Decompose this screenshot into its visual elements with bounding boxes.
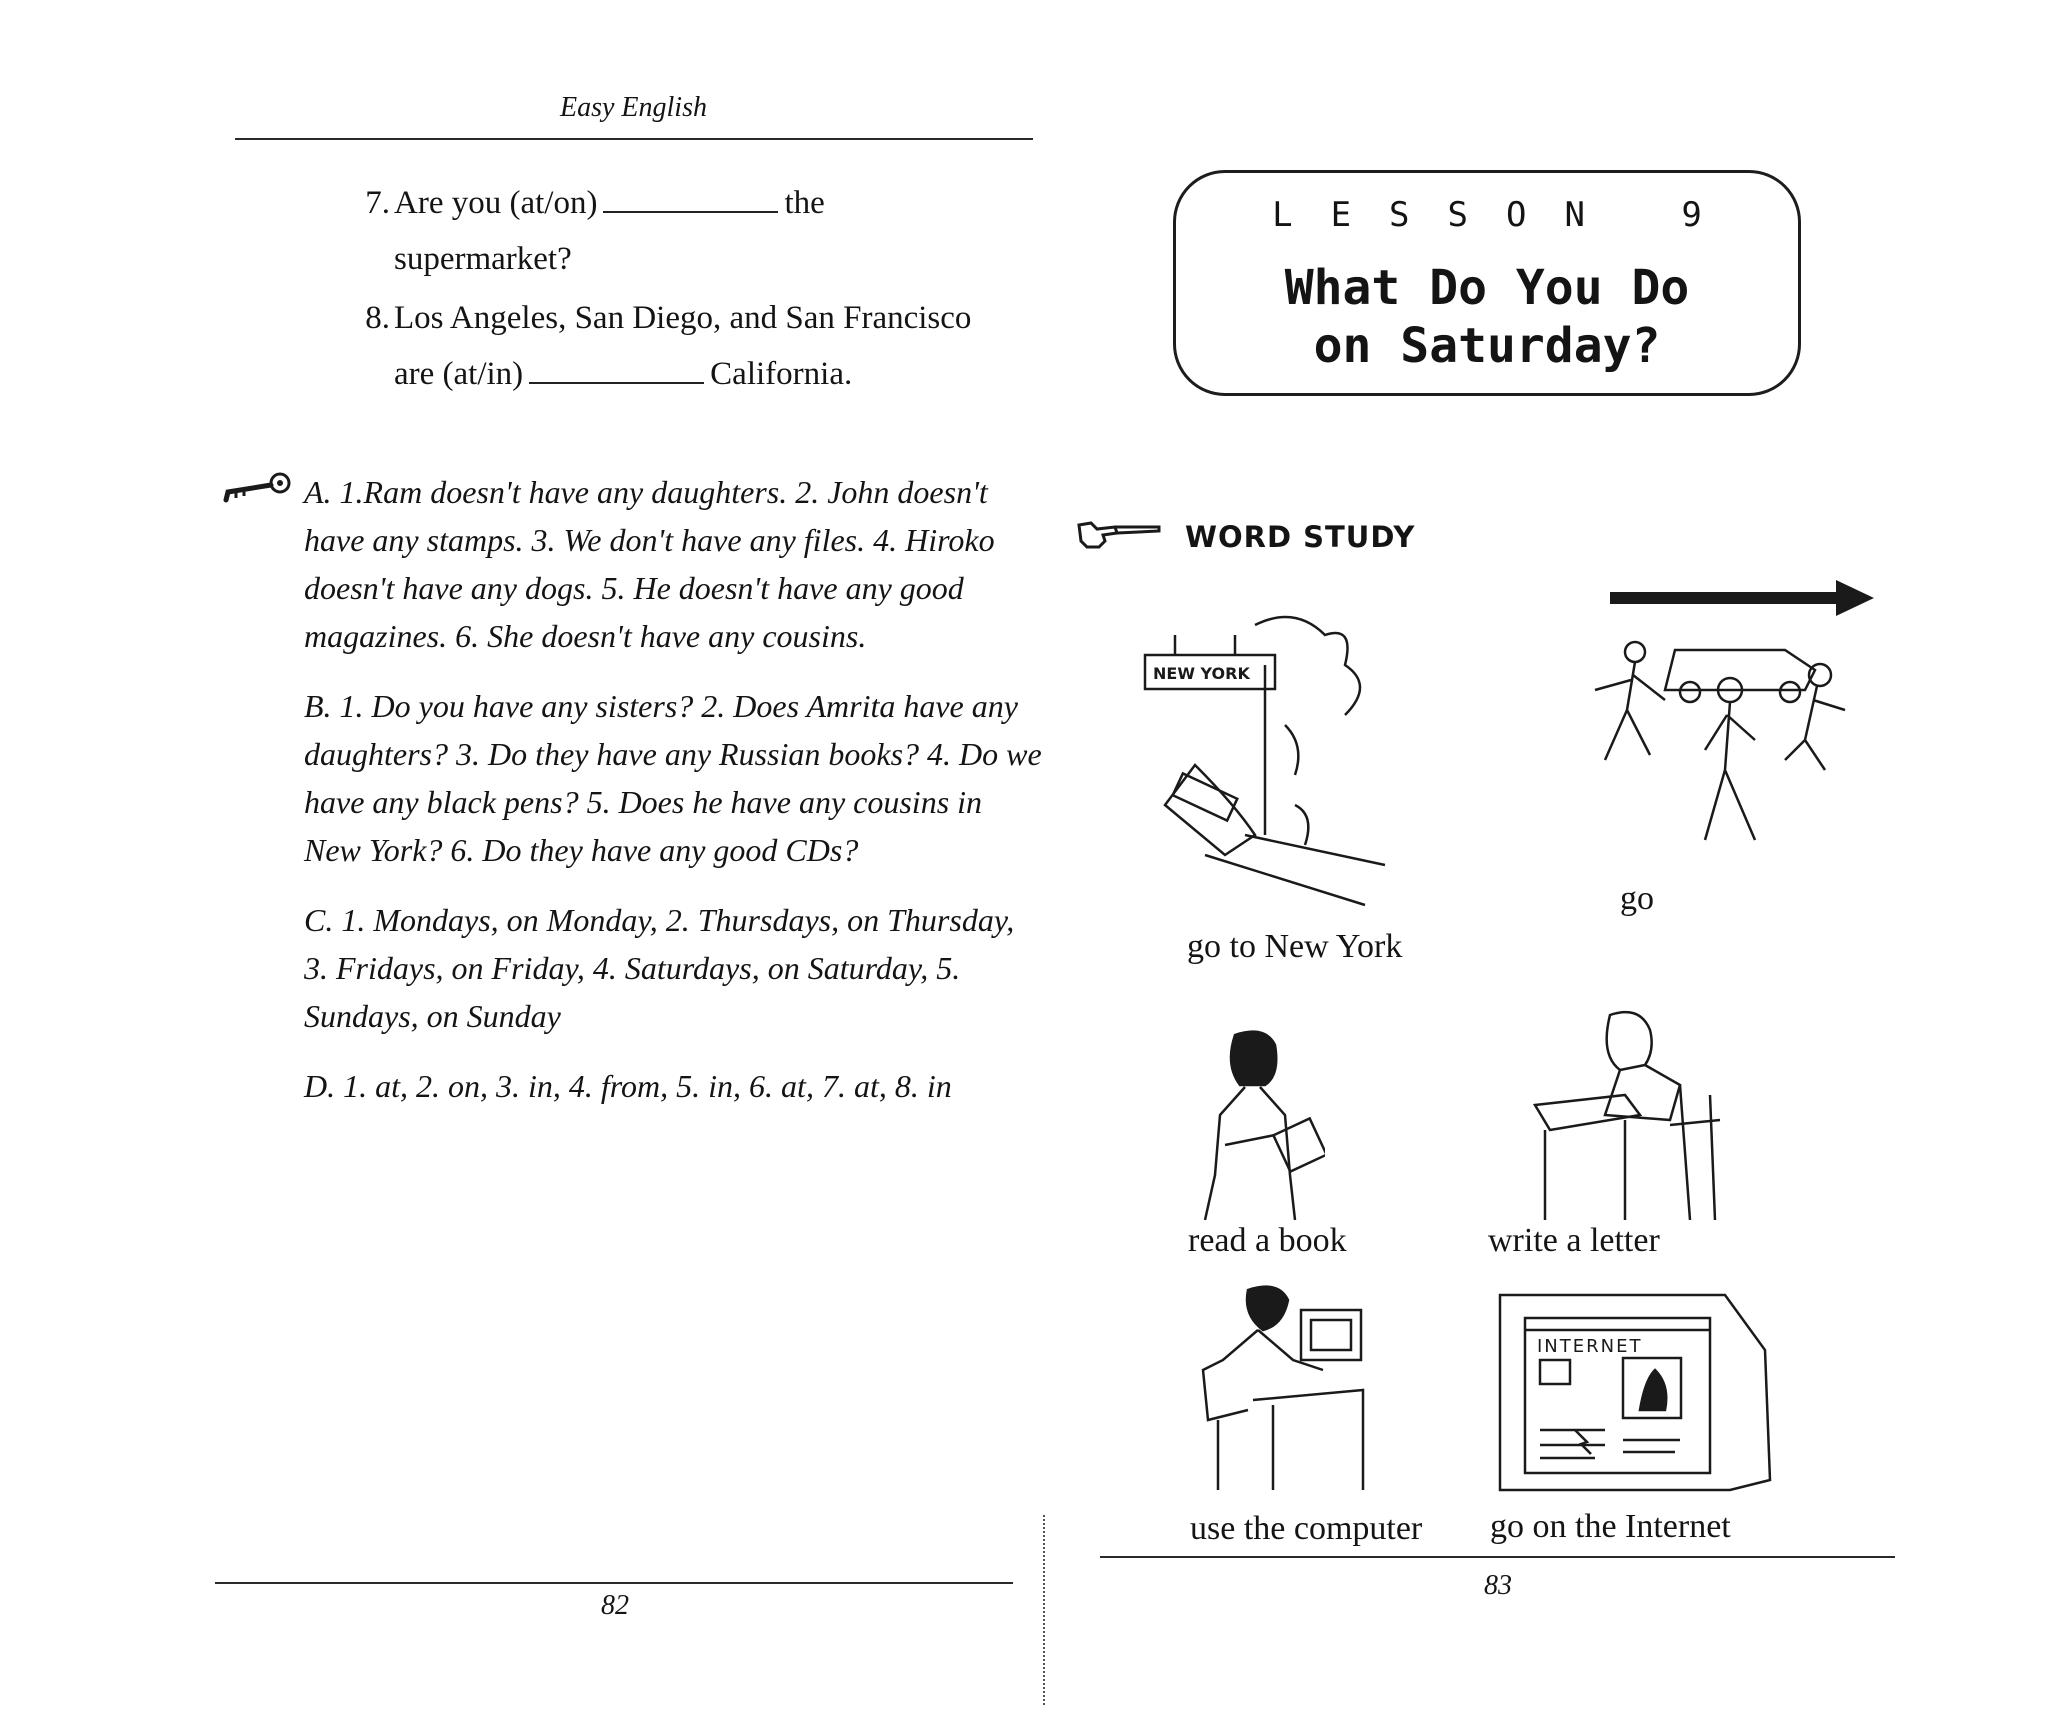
exercise-text: the	[784, 185, 825, 221]
page-number-left: 82	[601, 1590, 629, 1621]
exercise-text: Los Angeles, San Diego, and San Francisco	[394, 300, 972, 336]
key-icon	[218, 470, 294, 510]
answer-blank	[529, 381, 704, 384]
answer-c: C. 1. Mondays, on Monday, 2. Thursdays, on Thursday, 3. Fridays, on Friday, 4. Saturdays, on Saturday, 5. Sundays, on Sunday	[304, 902, 1015, 1034]
exercise-7	[350, 175, 1050, 287]
internet-label: INTERNET	[1537, 1336, 1643, 1357]
answer-key	[304, 468, 1044, 1132]
sign-text: NEW YORK	[1153, 664, 1250, 683]
pointing-hand-icon	[1075, 515, 1165, 555]
lesson-label: LESSON 9	[1272, 195, 1740, 235]
illustration-write-a-letter	[1530, 1005, 1730, 1220]
illustration-go-on-the-internet	[1495, 1290, 1775, 1495]
caption-go: go	[1620, 880, 1654, 917]
lesson-header-box	[1173, 170, 1801, 396]
arrow-right-icon	[1610, 578, 1876, 618]
lesson-title-line: What Do You Do	[1284, 260, 1690, 316]
page-number-right: 83	[1484, 1570, 1512, 1601]
illustration-read-a-book	[1195, 1025, 1325, 1220]
exercise-number: 8.	[365, 300, 390, 336]
exercise-8	[350, 290, 1070, 402]
running-head: Easy English	[560, 92, 707, 123]
footer-rule	[1100, 1556, 1895, 1558]
illustration-go-to-new-york	[1135, 605, 1395, 915]
answer-a: A. 1.Ram doesn't have any daughters. 2. John doesn't have any stamps. 3. We don't have any files. 4. Hiroko doesn't have any dogs. 5. He doesn't have any good magazines. 6. She doesn't have any cousins.	[304, 474, 995, 654]
exercise-text: are (at/in)	[394, 356, 524, 392]
lesson-title-line: on Saturday?	[1313, 318, 1661, 374]
caption-go-on-the-internet: go on the Internet	[1490, 1508, 1731, 1545]
gutter-line	[1043, 1515, 1045, 1705]
illustration-use-the-computer	[1193, 1280, 1383, 1490]
header-rule	[235, 138, 1033, 140]
exercise-text: supermarket?	[394, 241, 572, 277]
answer-blank	[603, 210, 778, 213]
exercise-number: 7.	[365, 185, 390, 221]
caption-write-a-letter: write a letter	[1488, 1222, 1660, 1259]
caption-use-the-computer: use the computer	[1190, 1510, 1423, 1547]
answer-d: D. 1. at, 2. on, 3. in, 4. from, 5. in, 6. at, 7. at, 8. in	[304, 1068, 952, 1104]
exercise-text: Are you (at/on)	[394, 185, 598, 221]
answer-b: B. 1. Do you have any sisters? 2. Does Amrita have any daughters? 3. Do they have any Russian books? 4. Do we have any black pens? 5. Does he have any cousins in New York? 6. Do they have any good CDs?	[304, 688, 1042, 868]
exercise-text: California.	[710, 356, 853, 392]
caption-go-to-new-york: go to New York	[1187, 928, 1403, 965]
section-heading: WORD STUDY	[1185, 520, 1416, 554]
footer-rule	[215, 1582, 1013, 1584]
lesson-title	[1176, 259, 1798, 375]
illustration-go	[1555, 630, 1855, 870]
caption-read-a-book: read a book	[1188, 1222, 1347, 1259]
